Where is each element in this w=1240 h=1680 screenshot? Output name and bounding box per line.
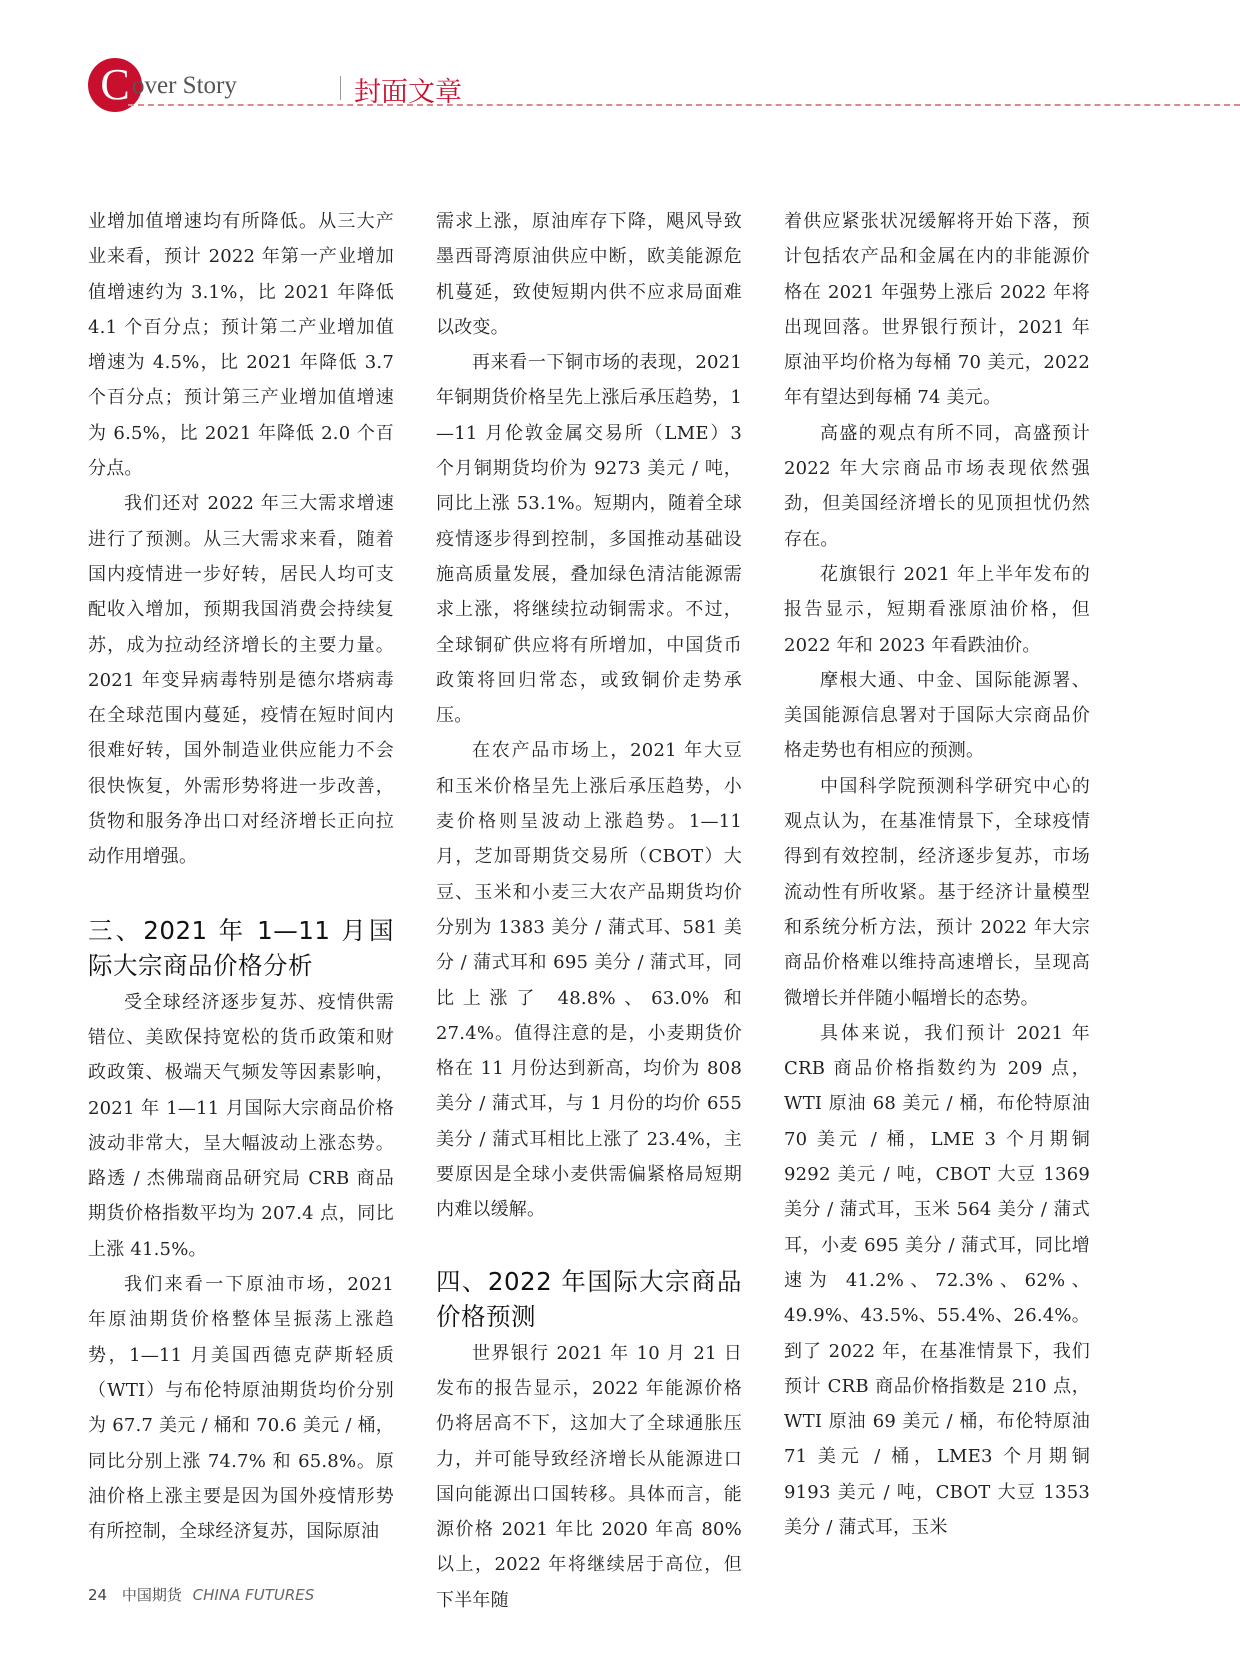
article-column-1 [88, 204, 394, 1549]
paragraph: 摩根大通、中金、国际能源署、美国能源信息署对于国际大宗商品价格走势也有相应的预测。 [784, 669, 1090, 762]
magazine-name-english: CHINA FUTURES [192, 1586, 315, 1604]
section-logo-letter: C [88, 58, 142, 112]
header-dashed-rule [128, 104, 1240, 106]
section-name-chinese: 封面文章 [354, 77, 462, 108]
section-heading: 三、2021 年 1—11 月国际大宗商品价格分析 [88, 915, 394, 980]
article-column-3 [784, 204, 1090, 1545]
paragraph: 高盛的观点有所不同，高盛预计 2022 年大宗商品市场表现依然强劲，但美国经济增长的见顶担忧仍然存在。 [784, 422, 1090, 550]
header-separator [340, 76, 341, 100]
paragraph: 花旗银行 2021 年上半年发布的报告显示，短期看涨原油价格，但 2022 年和 2023 年看跌油价。 [784, 563, 1090, 656]
paragraph: 我们来看一下原油市场，2021 年原油期货价格整体呈振荡上涨趋势，1—11 月美国西德克萨斯轻质（WTI）与布伦特原油期货均价分别为 67.7 美元 / 桶和 70.6 美元 / 桶，同比分别上涨 74.7% 和 65.8%。原油价格上涨主要是因为国外疫情形势有所控制，全球经济复苏，国际原油 [88, 1274, 394, 1543]
page-footer [88, 1584, 314, 1605]
section-heading: 四、2022 年国际大宗商品价格预测 [436, 1266, 742, 1331]
paragraph: 世界银行 2021 年 10 月 21 日发布的报告显示，2022 年能源价格仍将居高不下，这加大了全球通胀压力，并可能导致经济增长从能源进口国向能源出口国转移。具体而言，能源价格 2021 年比 2020 年高 80% 以上，2022 年将继续居于高位，但下半年随 [436, 1342, 742, 1611]
paragraph: 再来看一下铜市场的表现，2021 年铜期货价格呈先上涨后承压趋势，1—11 月伦敦金属交易所（LME）3 个月铜期货均价为 9273 美元 / 吨，同比上涨 53.1%。短期内，随着全球疫情逐步得到控制，多国推动基础设施高质量发展，叠加绿色清洁能源需求上涨，将继续拉动铜需求。不过，全球铜矿供应将有所增加，中国货币政策将回归常态，或致铜价走势承压。 [436, 352, 742, 727]
paragraph: 业增加值增速均有所降低。从三大产业来看，预计 2022 年第一产业增加值增速约为 3.1%，比 2021 年降低 4.1 个百分点；预计第二产业增加值增速为 4.5%，比 2021 年降低 3.7 个百分点；预计第三产业增加值增速为 6.5%，比 2021 年降低 2.0 个百分点。 [88, 211, 394, 480]
section-name-english: over Story [132, 72, 237, 99]
paragraph: 需求上涨，原油库存下降，飓风导致墨西哥湾原油供应中断，欧美能源危机蔓延，致使短期内供不应求局面难以改变。 [436, 211, 742, 338]
paragraph: 具体来说，我们预计 2021 年 CRB 商品价格指数约为 209 点，WTI 原油 68 美元 / 桶，布伦特原油 70 美元 / 桶，LME 3 个月期铜 9292 美元 / 吨，CBOT 大豆 1369 美分 / 蒲式耳，玉米 564 美分 / 蒲式耳，小麦 695 美分 / 蒲式耳，同比增速为 41.2%、72.3%、62%、49.9%、43.5%、55.4%、26.4%。到了 2022 年，在基准情景下，我们预计 CRB 商品价格指数是 210 点，WTI 原油 69 美元 / 桶，布伦特原油 71 美元 / 桶，LME3 个月期铜 9193 美元 / 吨，CBOT 大豆 1353 美分 / 蒲式耳，玉米 [784, 1022, 1090, 1538]
page-number: 24 [88, 1586, 108, 1604]
paragraph: 我们还对 2022 年三大需求增速进行了预测。从三大需求来看，随着国内疫情进一步好转，居民人均可支配收入增加，预期我国消费会持续复苏，成为拉动经济增长的主要力量。2021 年变异病毒特别是德尔塔病毒在全球范围内蔓延，疫情在短时间内很难好转，国外制造业供应能力不会很快恢复，外需形势将进一步改善，货物和服务净出口对经济增长正向拉动作用增强。 [88, 493, 394, 868]
magazine-name-chinese: 中国期货 [121, 1586, 182, 1604]
paragraph: 受全球经济逐步复苏、疫情供需错位、美欧保持宽松的货币政策和财政政策、极端天气频发等因素影响，2021 年 1—11 月国际大宗商品价格波动非常大，呈大幅波动上涨态势。路透 / 杰佛瑞商品研究局 CRB 商品期货价格指数平均为 207.4 点，同比上涨 41.5%。 [88, 991, 394, 1260]
paragraph: 中国科学院预测科学研究中心的观点认为，在基准情景下，全球疫情得到有效控制，经济逐步复苏，市场流动性有所收紧。基于经济计量模型和系统分析方法，预计 2022 年大宗商品价格难以维持高速增长，呈现高微增长并伴随小幅增长的态势。 [784, 775, 1090, 1009]
article-column-2 [436, 204, 742, 1618]
paragraph: 在农产品市场上，2021 年大豆和玉米价格呈先上涨后承压趋势，小麦价格则呈波动上涨趋势。1—11 月，芝加哥期货交易所（CBOT）大豆、玉米和小麦三大农产品期货均价分别为 1383 美分 / 蒲式耳、581 美分 / 蒲式耳和 695 美分 / 蒲式耳，同比上涨了 48.8%、63.0% 和 27.4%。值得注意的是，小麦期货价格在 11 月份达到新高，均价为 808 美分 / 蒲式耳，与 1 月份的均价 655 美分 / 蒲式耳相比上涨了 23.4%，主要原因是全球小麦供需偏紧格局短期内难以缓解。 [436, 740, 742, 1221]
paragraph: 着供应紧张状况缓解将开始下落，预计包括农产品和金属在内的非能源价格在 2021 年强势上涨后 2022 年将出现回落。世界银行预计，2021 年原油平均价格为每桶 70 美元，2022 年有望达到每桶 74 美元。 [784, 211, 1090, 409]
page-header [88, 58, 1240, 118]
